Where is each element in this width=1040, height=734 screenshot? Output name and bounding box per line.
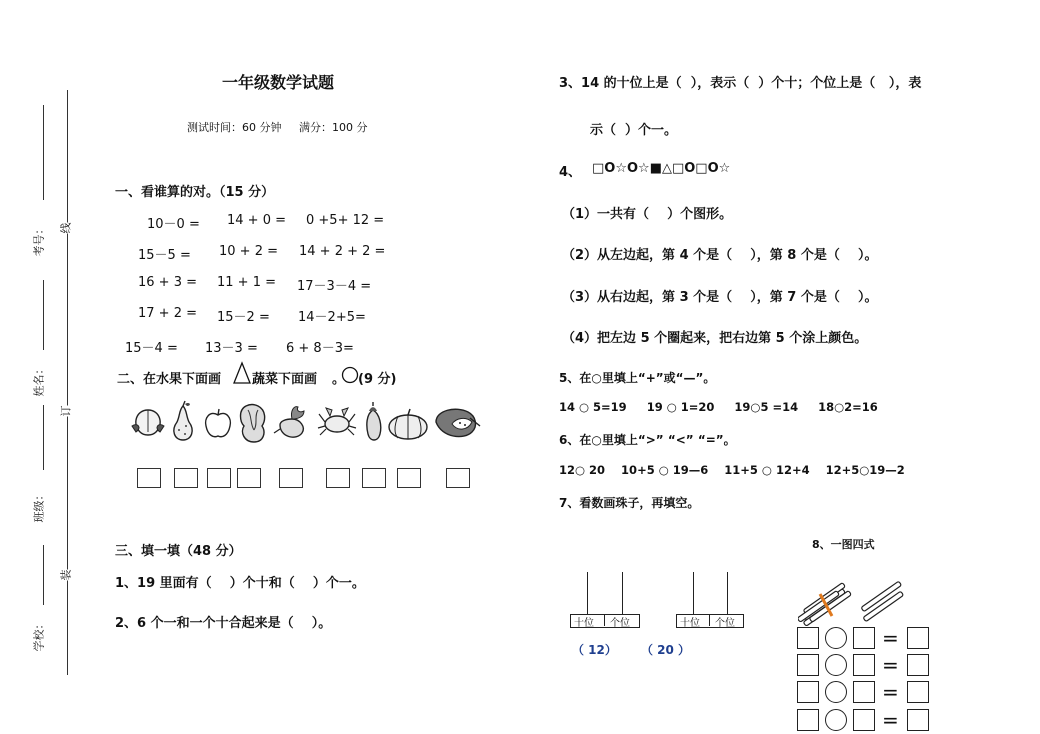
question-4-4: （4）把左边 5 个圈起来，把右边第 5 个涂上颜色。 — [562, 331, 868, 346]
question-7-title: 7、看数画珠子，再填空。 — [559, 496, 700, 510]
school-label: 学校： — [32, 618, 46, 652]
equals-sign: = — [882, 626, 899, 650]
answer-box[interactable] — [237, 468, 261, 488]
sticks-icon — [798, 576, 908, 626]
equation-box[interactable] — [907, 627, 929, 649]
question-6-items: 12○ 20 10+5 ○ 19—6 11+5 ○ 12+4 12+5○19—2 — [559, 463, 905, 477]
radish-icon — [270, 403, 314, 443]
school-underline — [43, 545, 44, 605]
question-2: 2、6 个一和一个十合起来是（ ）。 — [115, 616, 332, 631]
equation-box[interactable] — [797, 681, 819, 703]
abacus-rod — [587, 572, 588, 614]
name-underline — [43, 280, 44, 350]
question-8-title: 8、一图四式 — [812, 538, 875, 551]
question-5-items: 14 ○ 5=19 19 ○ 1=20 19○5 =14 18○2=16 — [559, 400, 878, 414]
kaohao-label: 考号： — [32, 223, 46, 257]
section2-title-d: (9 分) — [358, 372, 397, 387]
abacus-value: （ 20 ） — [641, 643, 691, 657]
line-mark: 线 — [59, 222, 73, 234]
kaohao-underline — [43, 105, 44, 200]
ding-mark: 订 — [59, 405, 73, 417]
equation-box[interactable] — [797, 627, 819, 649]
equals-sign: = — [882, 708, 899, 732]
section2-title-c: 。 — [332, 372, 346, 387]
section2-title-b: 蔬菜下面画 — [252, 372, 318, 387]
question-5-title: 5、在○里填上“+”或“—”。 — [559, 371, 716, 385]
question-6-title: 6、在○里填上“>” “<” “=”。 — [559, 433, 736, 447]
calc-item: 14－2+5= — [298, 310, 366, 325]
calc-item: 13－3 = — [205, 341, 258, 356]
equation-box[interactable] — [907, 709, 929, 731]
question-4-3: （3）从右边起，第 3 个是（ ），第 7 个是（ ）。 — [562, 290, 878, 305]
section1-title: 一、看谁算的对。（15 分） — [115, 185, 275, 200]
equation-box[interactable] — [907, 654, 929, 676]
answer-box[interactable] — [326, 468, 350, 488]
calc-item: 10－0 = — [147, 217, 200, 232]
shape-sequence: □O☆O☆■△□O□O☆ — [592, 161, 731, 176]
calc-item: 0 +5+ 12 = — [306, 213, 385, 228]
ones-label: 个位 — [610, 618, 630, 629]
binding-line — [67, 90, 68, 675]
abacus-divider — [604, 614, 605, 626]
calc-item: 16 + 3 = — [138, 275, 197, 290]
calc-item: 17－3－4 = — [297, 279, 372, 294]
peach-icon — [128, 402, 168, 442]
ones-label: 个位 — [715, 618, 735, 629]
page-title: 一年级数学试题 — [222, 73, 335, 92]
question-4-1: （1）一共有（ ）个图形。 — [562, 207, 733, 222]
apple-icon — [202, 406, 234, 440]
question-3-line2: 示（ ）个一。 — [590, 123, 678, 138]
crab-icon — [316, 404, 358, 440]
eggplant-icon — [360, 402, 386, 444]
calc-item: 15－4 = — [125, 341, 178, 356]
circle-icon — [341, 366, 359, 384]
watermelon-icon — [432, 404, 482, 442]
abacus-divider — [709, 614, 710, 626]
abacus-rod — [693, 572, 694, 614]
calc-item: 17 + 2 = — [138, 306, 197, 321]
equation-box[interactable] — [797, 709, 819, 731]
equals-sign: = — [882, 653, 899, 677]
tens-label: 十位 — [680, 618, 700, 629]
operator-circle[interactable] — [825, 627, 847, 649]
abacus-value: （ 12） — [572, 643, 617, 657]
exam-meta: 测试时间：60 分钟 满分：100 分 — [187, 121, 368, 134]
pumpkin-icon — [386, 406, 430, 442]
answer-box[interactable] — [174, 468, 198, 488]
calc-item: 14 + 0 = — [227, 213, 286, 228]
question-4-2: （2）从左边起，第 4 个是（ ），第 8 个是（ ）。 — [562, 248, 878, 263]
calc-item: 11 + 1 = — [217, 275, 276, 290]
operator-circle[interactable] — [825, 654, 847, 676]
equation-box[interactable] — [853, 709, 875, 731]
answer-box[interactable] — [137, 468, 161, 488]
question-3-line1: 3、14 的十位上是（ ），表示（ ）个十；个位上是（ ），表 — [559, 76, 922, 91]
answer-box[interactable] — [446, 468, 470, 488]
pear-icon — [168, 400, 198, 444]
equals-sign: = — [882, 680, 899, 704]
zhuang-mark: 装 — [59, 569, 73, 581]
operator-circle[interactable] — [825, 681, 847, 703]
calc-item: 6 + 8－3= — [286, 341, 354, 356]
operator-circle[interactable] — [825, 709, 847, 731]
class-underline — [43, 405, 44, 470]
calc-item: 10 + 2 = — [219, 244, 278, 259]
class-label: 班级： — [32, 489, 46, 523]
abacus-rod — [622, 572, 623, 614]
equation-box[interactable] — [853, 654, 875, 676]
answer-box[interactable] — [207, 468, 231, 488]
tens-label: 十位 — [574, 618, 594, 629]
section2-title-a: 二、在水果下面画 — [117, 372, 222, 387]
question-1: 1、19 里面有（ ）个十和（ ）个一。 — [115, 576, 365, 591]
name-label: 姓名： — [32, 363, 46, 397]
answer-box[interactable] — [397, 468, 421, 488]
cabbage-icon — [236, 402, 270, 444]
calc-item: 14 + 2 + 2 = — [299, 244, 386, 259]
section3-title: 三、填一填（48 分） — [115, 544, 242, 559]
equation-box[interactable] — [853, 681, 875, 703]
calc-item: 15－5 = — [138, 248, 191, 263]
answer-box[interactable] — [279, 468, 303, 488]
answer-box[interactable] — [362, 468, 386, 488]
question-4-label: 4、 — [559, 165, 582, 180]
equation-box[interactable] — [797, 654, 819, 676]
equation-box[interactable] — [853, 627, 875, 649]
calc-item: 15－2 = — [217, 310, 270, 325]
abacus-rod — [727, 572, 728, 614]
triangle-icon — [232, 361, 252, 385]
equation-box[interactable] — [907, 681, 929, 703]
